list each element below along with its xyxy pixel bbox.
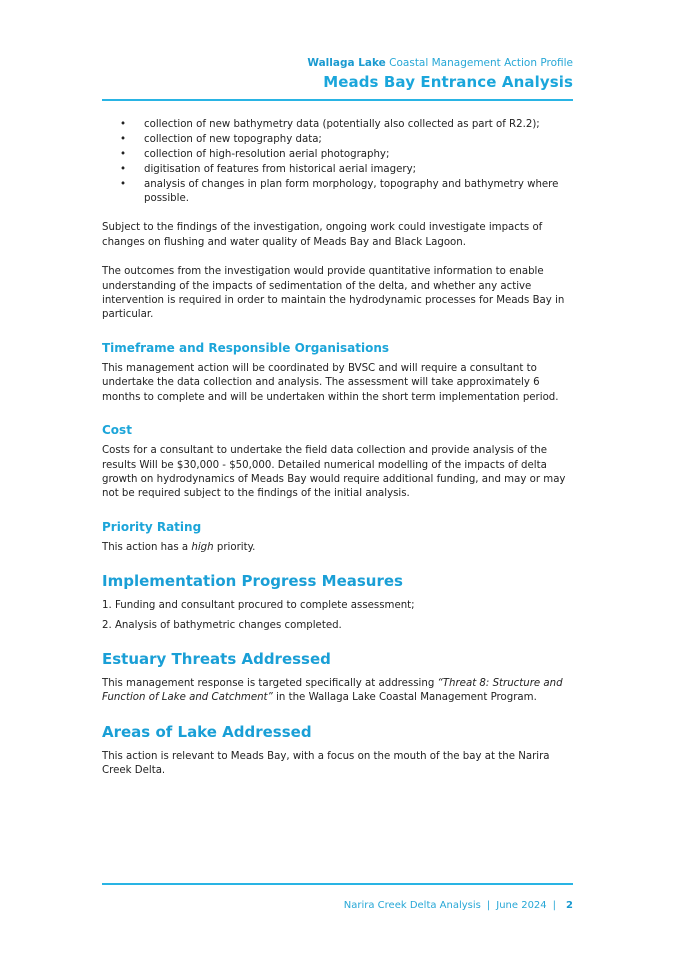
task-bullet-list bbox=[102, 118, 574, 206]
heading-timeframe: Timeframe and Responsible Organisations bbox=[102, 340, 390, 355]
paragraph-outcomes: The outcomes from the investigation would provide quantitative information to enable understanding of the impacts of sedimentation of the delta, and whether any active intervention is required in order to maintain the hydrodynamic processes for Meads Bay in particular. bbox=[102, 266, 565, 321]
paragraph-timeframe: This management action will be coordinated by BVSC and will require a consultant to undertake the data collection and analysis. The assessment will take approximately 6 months to complete and will be undertaken within the short term implementation period. bbox=[102, 362, 559, 403]
page-number: 2 bbox=[566, 900, 573, 911]
priority-text-before: This action has a bbox=[102, 541, 192, 553]
footer-date: June 2024 bbox=[496, 900, 547, 911]
implementation-list bbox=[102, 599, 574, 633]
list-item: 1. Funding and consultant procured to complete assessment; bbox=[102, 600, 415, 612]
list-item: • collection of new bathymetry data (potentially also collected as part of R2.2); bbox=[144, 118, 574, 132]
page-footer bbox=[344, 900, 573, 911]
priority-level: high bbox=[191, 541, 214, 553]
header-divider bbox=[102, 99, 573, 101]
footer-doc-title: Narira Creek Delta Analysis bbox=[343, 900, 481, 911]
priority-text-after: priority. bbox=[213, 541, 256, 553]
paragraph-areas: This action is relevant to Meads Bay, with a focus on the mouth of the bay at the Narira Creek Delta. bbox=[102, 750, 550, 777]
header-line bbox=[102, 56, 573, 70]
footer-divider bbox=[102, 883, 573, 885]
paragraph-threats bbox=[102, 677, 574, 706]
heading-implementation: Implementation Progress Measures bbox=[102, 572, 403, 591]
paragraph-priority bbox=[102, 541, 574, 555]
header-lake-name: Wallaga Lake bbox=[307, 57, 386, 69]
heading-threats: Estuary Threats Addressed bbox=[102, 649, 331, 668]
footer-separator: | bbox=[486, 900, 491, 911]
list-item: • analysis of changes in plan form morphology, topography and bathymetry where possible. bbox=[144, 178, 574, 207]
list-item: • digitisation of features from historical aerial imagery; bbox=[144, 163, 574, 177]
threats-text-before: This management response is targeted specifically at addressing bbox=[102, 677, 438, 689]
list-item: • collection of high-resolution aerial photography; bbox=[144, 148, 574, 162]
list-item: 2. Analysis of bathymetric changes completed. bbox=[102, 619, 342, 631]
page-title: Meads Bay Entrance Analysis bbox=[323, 73, 573, 91]
list-item: • collection of new topography data; bbox=[144, 133, 574, 147]
header-profile-label: Coastal Management Action Profile bbox=[389, 57, 573, 69]
heading-priority: Priority Rating bbox=[102, 519, 202, 534]
heading-areas: Areas of Lake Addressed bbox=[102, 722, 312, 741]
threats-text-after: in the Wallaga Lake Coastal Management Program. bbox=[272, 692, 537, 704]
page-header bbox=[102, 56, 573, 91]
threat-name: “Threat 8: Structure and Function of Lake and Catchment” bbox=[102, 677, 563, 704]
paragraph-ongoing-work: Subject to the findings of the investigation, ongoing work could investigate impacts of changes on flushing and water quality of Meads Bay and Black Lagoon. bbox=[102, 222, 543, 248]
paragraph-cost: Costs for a consultant to undertake the field data collection and provide analysis of the results Will be $30,000 - $50,000. Detailed numerical modelling of the impacts of delta growth on hydrodynamics of Meads Bay would require additional funding, and may or may not be required subject to the findings of the initial analysis. bbox=[102, 445, 566, 500]
document-body bbox=[102, 118, 574, 779]
footer-separator: | bbox=[552, 900, 557, 911]
heading-cost: Cost bbox=[102, 423, 132, 438]
